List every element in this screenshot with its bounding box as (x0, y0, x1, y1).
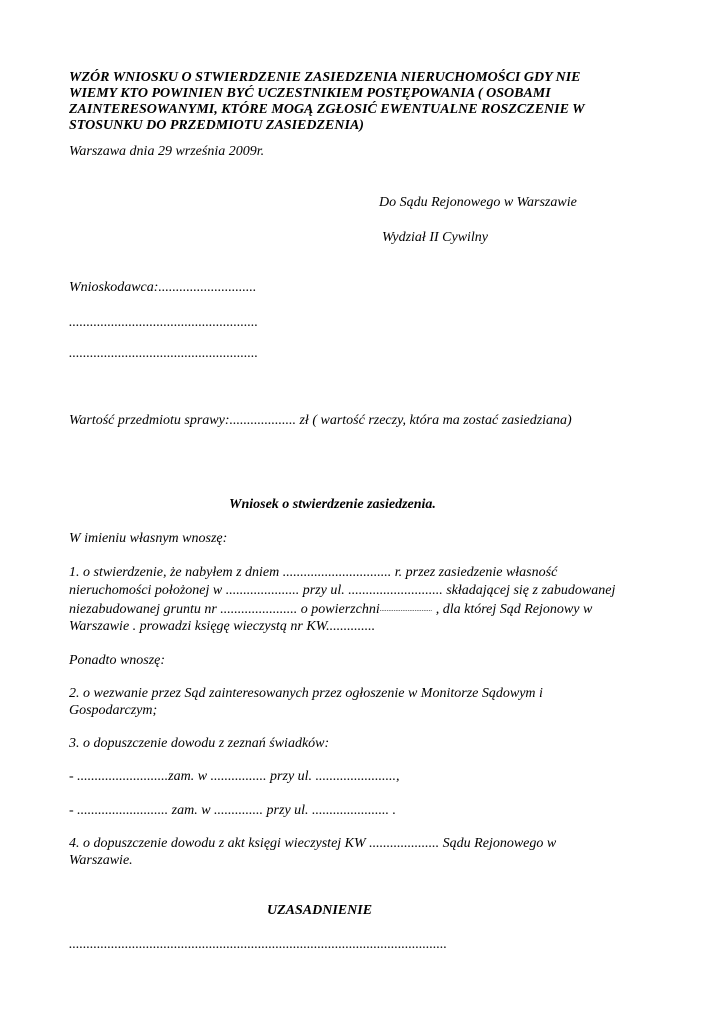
title-line: ZAINTERESOWANYMI, KTÓRE MOGĄ ZGŁOSIĆ EWENTUALNE ROSZCZENIE W (69, 102, 585, 117)
place-date: Warszawa dnia 29 września 2009r. (69, 144, 265, 159)
item-4-line: Warszawie. (69, 853, 133, 868)
item-4-line: 4. o dopuszczenie dowodu z akt księgi wieczystej KW .................... Sądu Rejonowego w (69, 836, 557, 851)
witness-line: - .......................... zam. w .............. przy ul. ...................... . (69, 803, 397, 818)
title-line: STOSUNKU DO PRZEDMIOTU ZASIEDZENIA) (69, 118, 364, 133)
justification-heading: UZASADNIENIE (267, 903, 373, 918)
court-division: Wydział II Cywilny (382, 230, 489, 245)
item-1-line: nieruchomości położonej w ..................... przy ul. ........................... składającej się z zabudowanej (69, 583, 616, 598)
item-2-line: 2. o wezwanie przez Sąd zainteresowanych przez ogłoszenie w Monitorze Sądowym i (69, 686, 543, 701)
applicant-blank-line: ...................................................... (69, 346, 258, 361)
item-3-line: 3. o dopuszczenie dowodu z zeznań świadków: (69, 736, 330, 751)
case-value: Wartość przedmiotu sprawy:................... zł ( wartość rzeczy, która ma zostać zasiedziana) (69, 413, 572, 428)
item-1-text: niezabudowanej gruntu nr ...................... o powierzchni (69, 602, 380, 617)
item-2-line: Gospodarczym; (69, 703, 158, 718)
item-1-line: 1. o stwierdzenie, że nabyłem z dniem ............................... r. przez zasiedzenie własność (69, 565, 558, 580)
court-name: Do Sądu Rejonowego w Warszawie (379, 195, 577, 210)
item-1-line (69, 601, 592, 619)
justification-line: ............................................................................................................ (69, 937, 447, 952)
document-title (69, 70, 629, 134)
request-intro: W imieniu własnym wnoszę: (69, 531, 228, 546)
area-dots: .............................. (379, 605, 433, 613)
applicant-field: Wnioskodawca:............................ (69, 280, 257, 295)
witness-line: - ..........................zam. w ................ przy ul. ......................., (69, 769, 400, 784)
item-1-text: , dla której Sąd Rejonowy w (432, 602, 593, 617)
title-line: WIEMY KTO POWINIEN BYĆ UCZESTNIKIEM POSTĘPOWANIA ( OSOBAMI (69, 86, 551, 101)
request-heading: Wniosek o stwierdzenie zasiedzenia. (229, 497, 436, 512)
applicant-blank-line: ...................................................... (69, 315, 258, 330)
item-1-line: Warszawie . prowadzi księgę wieczystą nr KW.............. (69, 619, 376, 634)
title-line: WZÓR WNIOSKU O STWIERDZENIE ZASIEDZENIA NIERUCHOMOŚCI GDY NIE (69, 70, 581, 85)
moreover-label: Ponadto wnoszę: (69, 653, 166, 668)
